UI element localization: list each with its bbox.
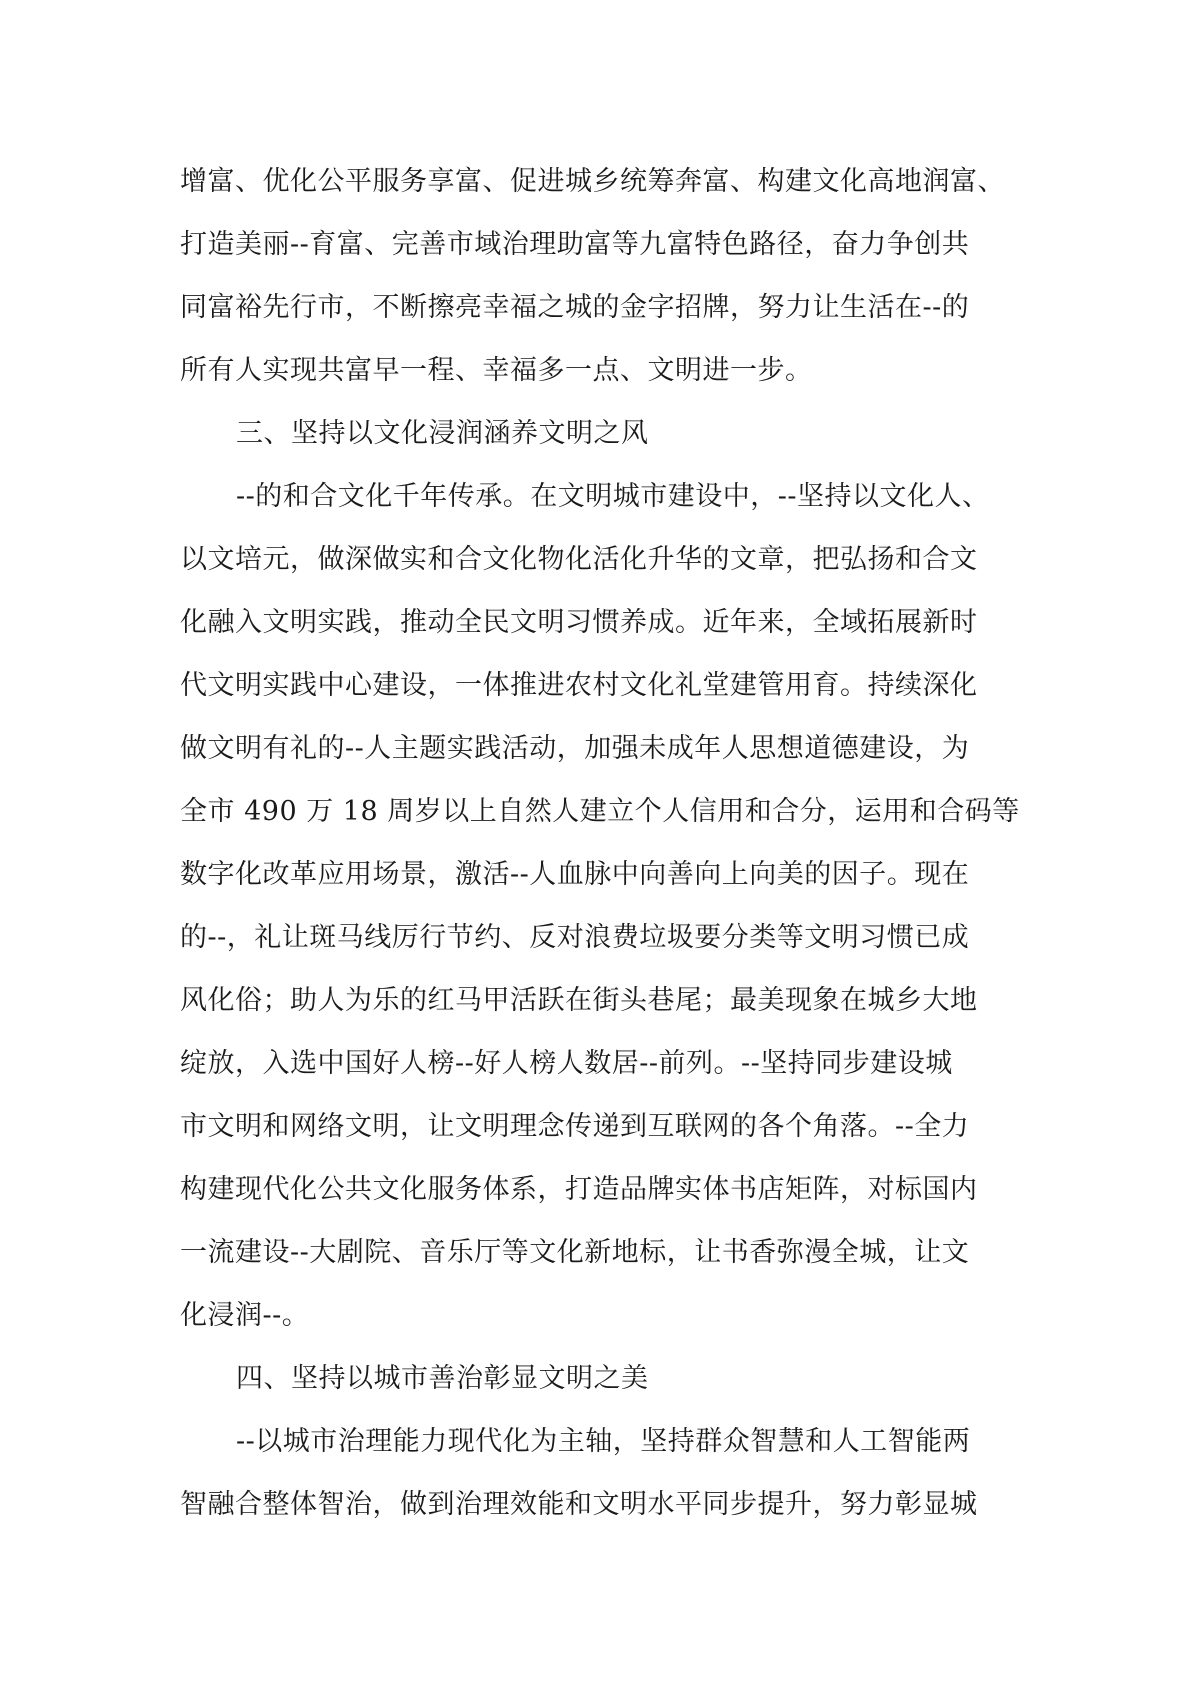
text-line: 全市 490 万 18 周岁以上自然人建立个人信用和合分，运用和合码等 [180,796,1020,827]
text-line: --的和合文化千年传承。在文明城市建设中，--坚持以文化人、 [236,481,990,512]
text-line: 做文明有礼的--人主题实践活动，加强未成年人思想道德建设，为 [180,733,970,764]
body-text [180,150,1060,1536]
text-line: --以城市治理能力现代化为主轴，坚持群众智慧和人工智能两 [236,1426,971,1457]
text-line: 代文明实践中心建设，一体推进农村文化礼堂建管用育。持续深化 [180,670,978,701]
text-line: 的--，礼让斑马线厉行节约、反对浪费垃圾要分类等文明习惯已成 [180,922,970,953]
text-line: 化融入文明实践，推动全民文明习惯养成。近年来，全域拓展新时 [180,607,978,638]
text-line: 打造美丽--育富、完善市域治理助富等九富特色路径，奋力争创共 [180,229,970,260]
section-heading-3: 三、坚持以文化浸润涵养文明之风 [236,418,649,449]
text-line: 智融合整体智治，做到治理效能和文明水平同步提升，努力彰显城 [180,1489,978,1520]
text-line: 同富裕先行市，不断擦亮幸福之城的金字招牌，努力让生活在--的 [180,292,970,323]
text-line: 市文明和网络文明，让文明理念传递到互联网的各个角落。--全力 [180,1111,970,1142]
text-line: 以文培元，做深做实和合文化物化活化升华的文章，把弘扬和合文 [180,544,978,575]
text-line: 增富、优化公平服务享富、促进城乡统筹奔富、构建文化高地润富、 [180,166,1005,197]
text-line: 一流建设--大剧院、音乐厅等文化新地标，让书香弥漫全城，让文 [180,1237,970,1268]
text-line: 数字化改革应用场景，激活--人血脉中向善向上向美的因子。现在 [180,859,970,890]
text-line: 所有人实现共富早一程、幸福多一点、文明进一步。 [180,355,813,386]
section-heading-4: 四、坚持以城市善治彰显文明之美 [236,1363,649,1394]
text-line: 风化俗；助人为乐的红马甲活跃在街头巷尾；最美现象在城乡大地 [180,985,978,1016]
text-line: 构建现代化公共文化服务体系，打造品牌实体书店矩阵，对标国内 [180,1174,978,1205]
text-line: 化浸润--。 [180,1300,310,1331]
text-line: 绽放，入选中国好人榜--好人榜人数居--前列。--坚持同步建设城 [180,1048,953,1079]
